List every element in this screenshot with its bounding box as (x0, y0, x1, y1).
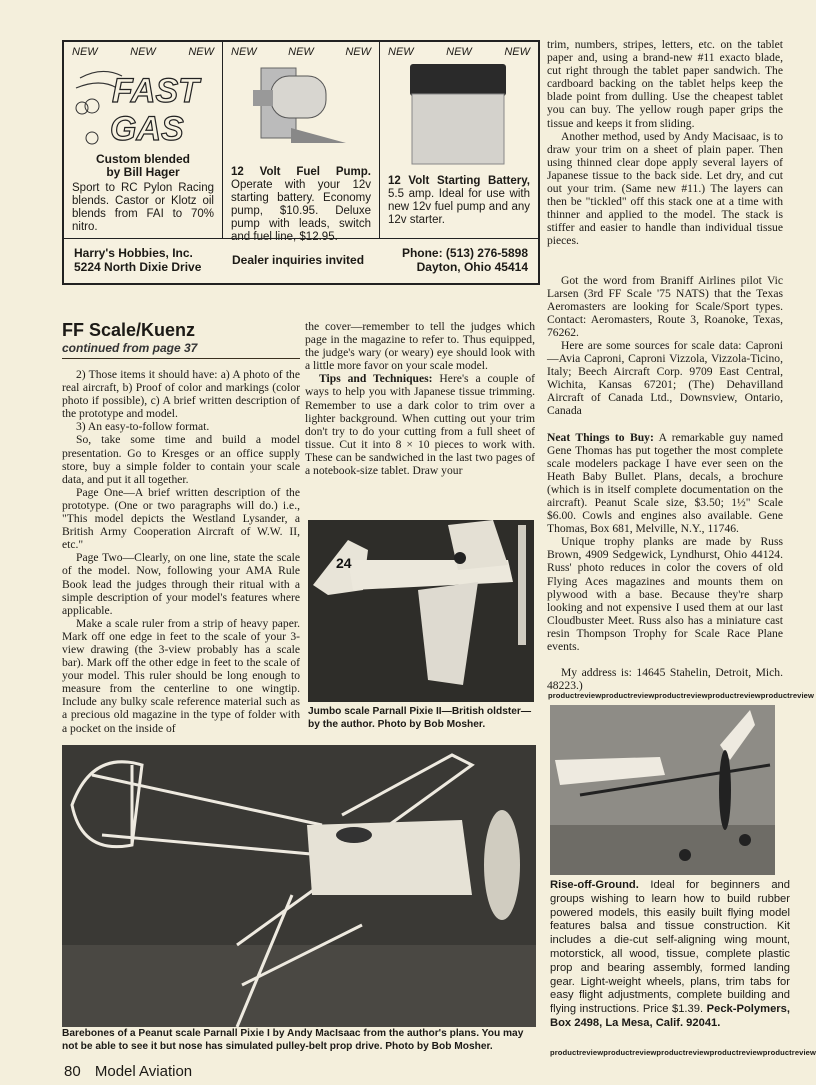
paragraph: Make a scale ruler from a strip of heavy paper. Mark off one edge in feet to the scale of your 3-view drawing (the 3-view probably has a scale bar). Mark off the other edge in feet to the scale of your model. This ruler should be long enough to measure from the centerline to one wingtip. Include any bulky scale reference material such as a precious old magazine in the type of folder with a pocket on the inside of (62, 616, 300, 735)
new-label: NEW (72, 46, 98, 58)
new-label: NEW (388, 46, 414, 58)
company-name: Harry's Hobbies, Inc. (74, 246, 193, 260)
product-review-banner: productreviewproductreviewproductreviewproductreviewproductreview (548, 691, 815, 700)
ad-product-title: 12 Volt Starting Battery, (388, 175, 530, 187)
paragraph: Here are some sources for scale data: Caproni—Avia Caproni, Caproni Vizzola, Vizzola-Ticino, Italy; Beech Aircraft Corp. 9709 East Central, Wichita, Kansas 67201; (The) Dehavilland Aircraft of Canada Ltd., Downsview, Ontario, Canada (547, 338, 783, 418)
barebones-pixie-photo (62, 745, 536, 1027)
pixie-photo-caption: Jumbo scale Parnall Pixie II—British oldster—by the author. Photo by Bob Mosher. (308, 706, 532, 730)
race-number: 24 (336, 555, 352, 571)
paragraph: Got the word from Braniff Airlines pilot Vic Larsen (3rd FF Scale '75 NATS) that the Texas Aeromasters are looking for Scale/Sport types. Contact: Aeromasters, Route 3, Roanoke, Texas, 76262. (547, 273, 783, 339)
paragraph (547, 431, 783, 536)
paragraph: 3) An easy-to-follow format. (76, 420, 210, 434)
ad-fuel-pump (223, 42, 380, 243)
paragraph: So, take some time and build a model presentation. Go to Kresges or an office supply store, buy a simple folder to contain your scale data, and put it all together. (62, 433, 300, 486)
product-review-text (550, 879, 790, 1044)
product-review-banner: productreviewproductreviewproductreviewproductreviewproductreview (550, 1048, 816, 1057)
parnall-pixie-ii-photo (308, 520, 534, 702)
new-label: NEW (130, 46, 156, 58)
neat-things-label: Neat Things to Buy: (547, 430, 654, 444)
paragraph: Page One—A brief written description of the prototype. (One or two paragraphs will do.) i.e., "This model depicts the Westland Lysander, a British Army Cooperation Aircraft of W.W. II, etc." (62, 485, 300, 552)
paragraph: the cover—remember to tell the judges which page in the magazine to refer to. Thus equipped, the judge's wary (or weary) eye should look with a little more favor on your scale model. (305, 320, 535, 373)
new-label: NEW (504, 46, 530, 58)
ad-battery (380, 42, 538, 238)
company-phone: Phone: (513) 276-5898 (401, 246, 528, 260)
battery-image (388, 58, 528, 170)
rise-off-ground-photo (550, 705, 775, 875)
svg-text:GAS: GAS (110, 110, 184, 148)
ad-contact-bar (64, 238, 538, 283)
paragraph: trim, numbers, stripes, letters, etc. on the tablet paper and, using a brand-new #11 exacto blade, cut right through the tablet paper sandwich. The cardboard backing on the tablet helps keep the blade point from dulling. Use the cheapest tablet you can buy. The yellow rough paper grips the tissue and keeps it from sliding. (547, 38, 783, 130)
company-city: Dayton, Ohio 45414 (416, 260, 528, 274)
svg-text:FAST: FAST (112, 72, 199, 110)
article-middle-column (305, 320, 535, 477)
ad-text: Sport to RC Pylon Racing blends. Castor or Klotz oil blends from FAI to 70% nitro. (72, 182, 214, 233)
ad-product-text: Operate with your 12v starting battery. Economy pump, $10.95. Deluxe pump with leads, switch and fuel line, $12.95. (231, 179, 371, 243)
fuel-pump-image (231, 58, 371, 153)
new-label: NEW (231, 46, 257, 58)
new-label: NEW (345, 46, 371, 58)
magazine-name: Model Aviation (94, 1063, 193, 1080)
article-title: FF Scale/Kuenz (62, 320, 196, 340)
ad-product-text: 5.5 amp. Ideal for use with new 12v fuel pump and any 12v starter. (388, 188, 530, 226)
paragraph: Unique trophy planks are made by Russ Brown, 4909 Sedgewick, Lyndhurst, Ohio 44124. Russ' photo reduces in color the covers of old Flying Aces magazines and mounts them on plywood with a base. Because they're sharp looking and not expensive I used them at our last Cloudbuster Meet. Russ also has a miniature cast resin Thompson Trophy for Scale Race Plane events. (547, 535, 783, 654)
tips-text: Here's a couple of ways to help you with Japanese tissue trimming. Remember to use a dark color to trim over a lighter background. When cutting out your trim don't try to do your cutting from a full sheet of tissue. Cut it into 8 × 10 pieces to work with. These can be sandwiched in the last two pages of a notebook-size tablet. Draw your (305, 372, 535, 478)
new-label: NEW (188, 46, 214, 58)
paragraph: 2) Those items it should have: a) A photo of the real aircraft, b) Proof of color and markings (color photo if possible), c) A brief written description of the prototype and model. (62, 368, 300, 421)
dealer-note: Dealer inquiries invited (232, 253, 365, 267)
paragraph (305, 372, 535, 477)
article-header (62, 320, 300, 359)
barebones-photo-caption: Barebones of a Peanut scale Parnall Pixie I by Andy MacIsaac from the author's plans. You may not be able to see it but nose has simulated pulley-belt prop drive. Photo by Bob Mosher. (62, 1028, 524, 1052)
neat-things-text: A remarkable guy named Gene Thomas has put together the most complete scale modelers package I have ever seen on the Heath Baby Bullet. Plans, decals, a brochure (which is in itself complete documentation on the aircraft). Peanut Scale size, $3.50; 1½" Scale $6.00. Cowls and engines also available. Gene Thomas, Box 681, Melville, N.Y., 11746. (547, 430, 783, 536)
continued-note: continued from page 37 (62, 341, 198, 355)
page-footer (64, 1063, 192, 1080)
company-street: 5224 North Dixie Drive (74, 260, 202, 274)
product-vendor: Peck-Polymers, Box 2498, La Mesa, Calif. 92041. (550, 1003, 790, 1029)
ad-text (388, 175, 530, 227)
article-left-column (62, 368, 300, 735)
new-label: NEW (288, 46, 314, 58)
product-description: Ideal for beginners and groups wishing to learn how to build rubber powered models, this easily built flying model features balsa and tissue construction. Kit includes a die-cut self-aligning wing mount, motorstick, all wood, tissue, complete plastic prop and bearing assembly, formed landing gear. Light-weight wheels, plans, trim tabs for easy flight adjustments, complete building and flying instructions. Price $1.39. (550, 879, 790, 1016)
ad-heading: Custom blended (95, 152, 190, 166)
harrys-hobbies-ad (62, 40, 540, 285)
ad-heading: by Bill Hager (106, 165, 180, 179)
article-right-column (547, 38, 783, 693)
new-label: NEW (446, 46, 472, 58)
paragraph: Another method, used by Andy Macisaac, is to draw your trim on a sheet of plain paper. Then using thinned clear dope apply several layers of Japanese tissue to the back side. Let dry, and cut out your trim. (Same new #11.) The layers can then be "tickled" off this stack one at a time with thinner and applied to the model. The stack is stiffer and easier to handle than individual tissue pieces. (547, 129, 783, 248)
tips-label: Tips and Techniques: (319, 372, 433, 386)
ad-text (231, 166, 371, 244)
ad-fast-gas (64, 42, 223, 238)
fast-gas-logo (72, 58, 212, 148)
paragraph: Page Two—Clearly, on one line, state the scale of the model. Now, following your AMA Rule Book lead the judges through their ritual with a simple description of your model's features where applicable. (62, 551, 300, 617)
paragraph: My address is: 14645 Stahelin, Detroit, Mich. 48223.) (547, 666, 783, 693)
product-title: Rise-off-Ground. (550, 879, 639, 891)
page-number: 80 (64, 1063, 81, 1080)
ad-product-title: 12 Volt Fuel Pump. (231, 166, 371, 178)
